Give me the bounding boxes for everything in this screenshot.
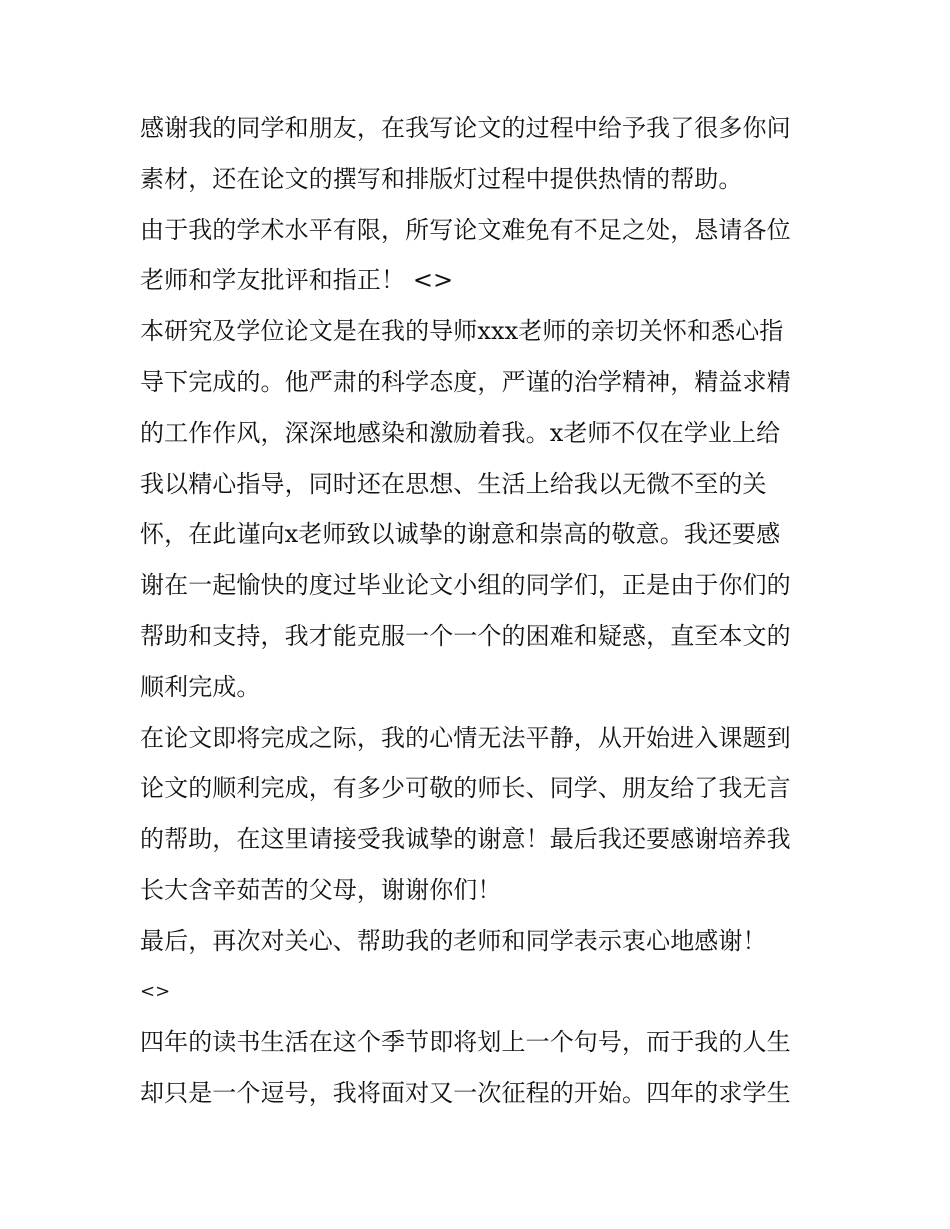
text-line: 的工作作风，深深地感染和激励着我。x老师不仅在学业上给	[140, 418, 781, 447]
text-line: 感谢我的同学和朋友，在我写论文的过程中给予我了很多你问	[140, 114, 791, 142]
text-line: 由于我的学术水平有限，所写论文难免有不足之处，恳请各位	[140, 215, 791, 244]
text-line: 四年的读书生活在这个季节即将划上一个句号，而于我的人生	[140, 1028, 791, 1057]
text-line: 导下完成的。他严肃的科学态度，严谨的治学精神，精益求精	[140, 367, 791, 396]
document-body	[140, 103, 820, 1119]
text-line: 我以精心指导，同时还在思想、生活上给我以无微不至的关	[140, 469, 767, 498]
text-line: 长大含辛茹苦的父母，谢谢你们！	[140, 875, 502, 904]
text-line: 论文的顺利完成，有多少可敬的师长、同学、朋友给了我无言	[140, 774, 791, 803]
text-line: 却只是一个逗号，我将面对又一次征程的开始。四年的求学生	[140, 1079, 791, 1108]
text-line: 在论文即将完成之际，我的心情无法平静，从开始进入课题到	[140, 723, 791, 752]
text-line: 帮助和支持，我才能克服一个一个的困难和疑惑，直至本文的	[140, 621, 791, 650]
text-line: 谢在一起愉快的度过毕业论文小组的同学们，正是由于你们的	[140, 571, 791, 600]
text-line: 怀，在此谨向x老师致以诚挚的谢意和崇高的敬意。我还要感	[140, 520, 781, 549]
text-line: 最后，再次对关心、帮助我的老师和同学表示衷心地感谢！	[140, 926, 767, 955]
text-line: 顺利完成。	[140, 672, 261, 701]
text-line: 老师和学友批评和指正！ <>	[140, 266, 454, 295]
text-line: 素材，还在论文的撰写和排版灯过程中提供热情的帮助。	[140, 164, 743, 193]
text-line: 的帮助，在这里请接受我诚挚的谢意！最后我还要感谢培养我	[140, 825, 791, 854]
text-line: 本研究及学位论文是在我的导师xxx老师的亲切关怀和悉心指	[140, 317, 784, 346]
text-line: <>	[140, 980, 171, 1002]
